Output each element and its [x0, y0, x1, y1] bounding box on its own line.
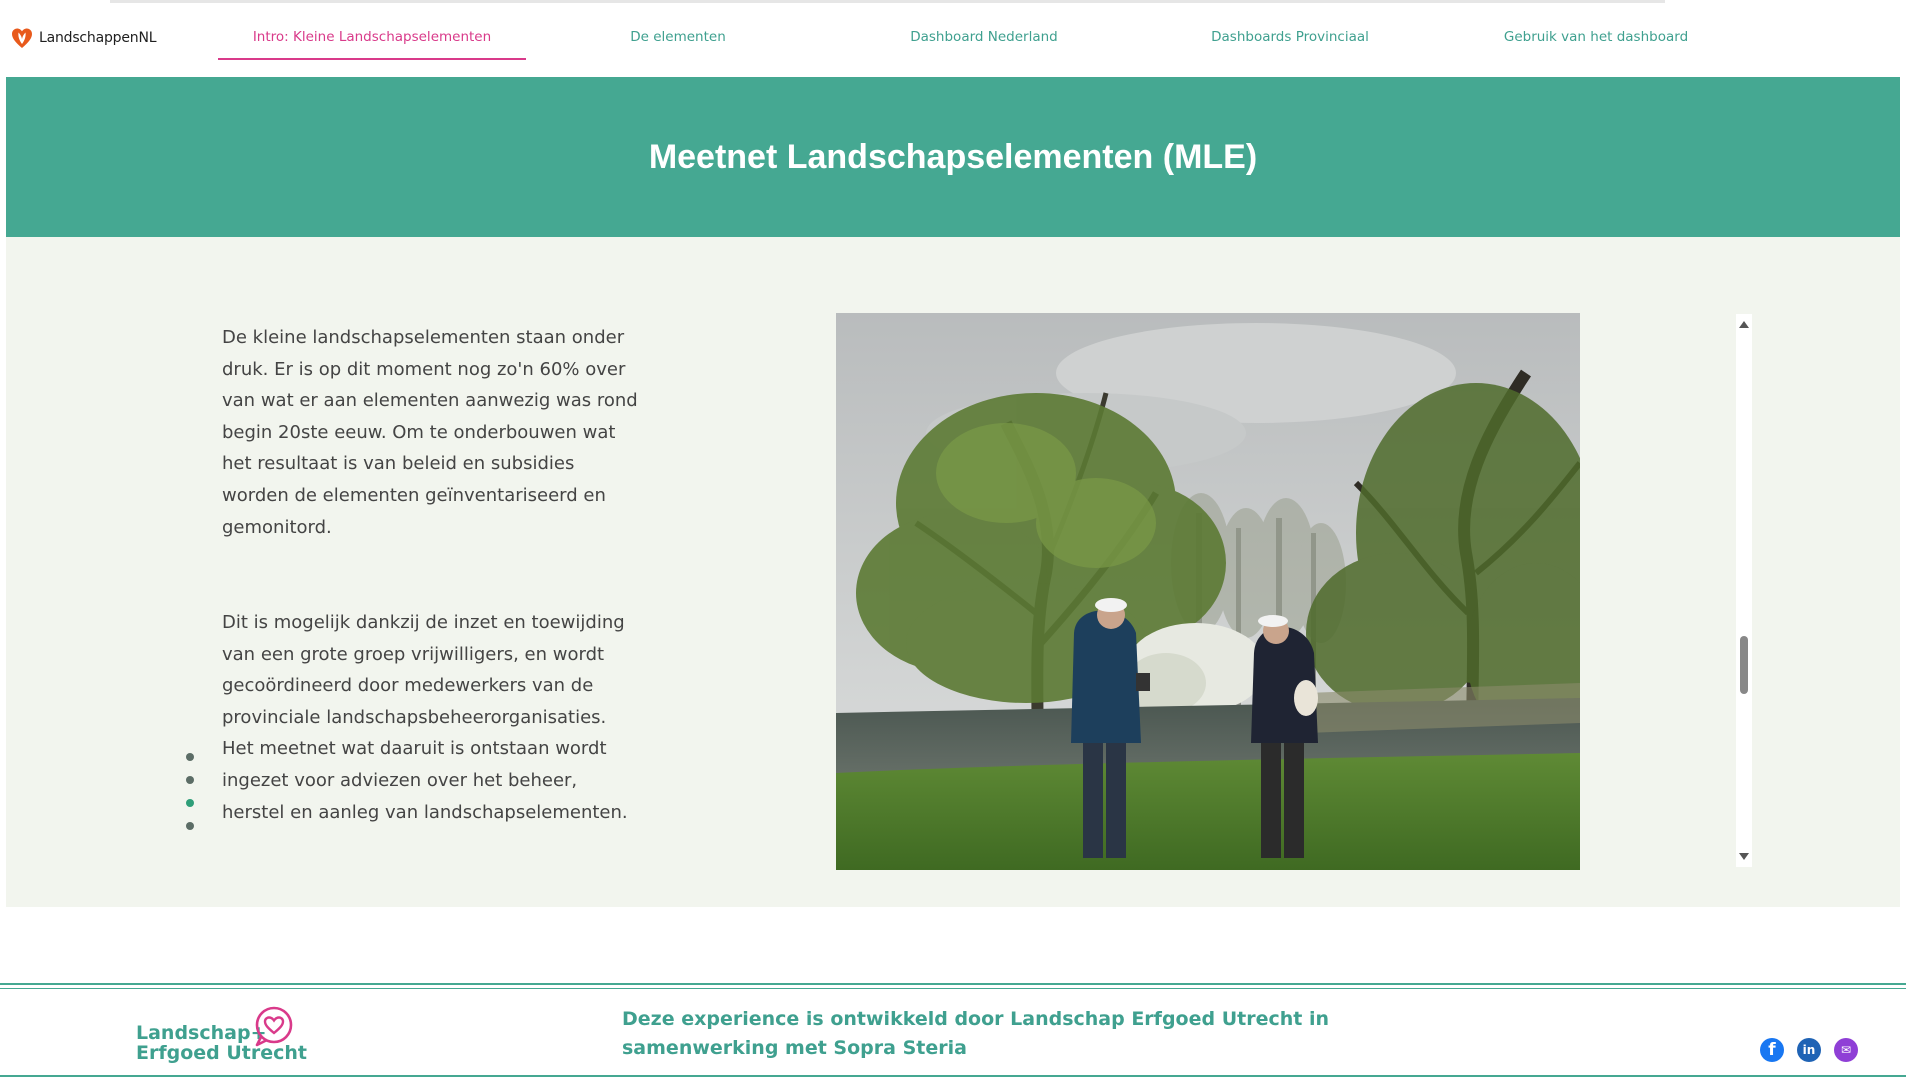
carousel-dots	[186, 753, 194, 830]
carousel-dot-3[interactable]	[186, 799, 194, 807]
brand-name: LandschappenNL	[39, 30, 157, 46]
carousel-dot-2[interactable]	[186, 776, 194, 784]
footer	[0, 983, 1906, 1079]
linkedin-icon[interactable]: in	[1797, 1038, 1821, 1062]
top-divider	[110, 0, 1665, 3]
nav-tab-gebruik[interactable]: Gebruik van het dashboard	[1503, 29, 1689, 45]
main-navigation	[0, 24, 1906, 60]
nav-tab-dashboard-nederland[interactable]: Dashboard Nederland	[910, 29, 1058, 45]
scroll-up-icon[interactable]	[1739, 321, 1749, 328]
hero-banner	[6, 77, 1900, 237]
footer-credit-text: Deze experience is ontwikkeld door Landschap Erfgoed Utrecht in samenwerking met Sopra Steria	[622, 1008, 1329, 1059]
scroll-thumb[interactable]	[1740, 636, 1748, 694]
speech-heart-icon	[251, 1005, 295, 1049]
top-bar	[0, 0, 1906, 77]
intro-paragraph-2: Dit is mogelijk dankzij de inzet en toewijding van een grote groep vrijwilligers, en wordt gecoördineerd door medewerkers van de provinciale landschapsbeheerorganisaties. Het meetnet wat daaruit is ontstaan wordt ingezet voor adviezen over het beheer, herstel en aanleg van landschapselementen.	[222, 612, 628, 823]
scroll-down-icon[interactable]	[1739, 853, 1749, 860]
footer-divider-thin	[0, 988, 1906, 989]
landscape-photo	[836, 313, 1580, 870]
content-section	[6, 237, 1900, 907]
mail-icon[interactable]: ✉	[1834, 1038, 1858, 1062]
intro-paragraph-1: De kleine landschapselementen staan onder druk. Er is op dit moment nog zo'n 60% over van wat er aan elementen aanwezig was rond begin 20ste eeuw. Om te onderbouwen wat het resultaat is van beleid en subsidies worden de elementen geïnventariseerd en gemonitord.	[222, 327, 638, 538]
carousel-dot-1[interactable]	[186, 753, 194, 761]
footer-logo-line-2: Erfgoed Utrecht	[136, 1042, 308, 1064]
footer-logo[interactable]	[136, 1013, 326, 1073]
nav-tab-dashboards-provinciaal[interactable]: Dashboards Provinciaal	[1211, 29, 1369, 45]
carousel-dot-4[interactable]	[186, 822, 194, 830]
nav-tab-elementen[interactable]: De elementen	[630, 29, 726, 45]
landscape-photo-icon	[836, 313, 1580, 870]
page-title: Meetnet Landschapselementen (MLE)	[648, 137, 1258, 176]
facebook-icon[interactable]: f	[1760, 1038, 1784, 1062]
footer-divider	[0, 983, 1906, 985]
nav-tab-intro[interactable]: Intro: Kleine Landschapselementen	[218, 24, 526, 60]
footer-bottom-divider	[0, 1075, 1906, 1077]
social-links	[1760, 1038, 1858, 1062]
content-scrollbar[interactable]	[1736, 314, 1752, 867]
footer-logo-line-1: Landschap+	[136, 1022, 267, 1044]
